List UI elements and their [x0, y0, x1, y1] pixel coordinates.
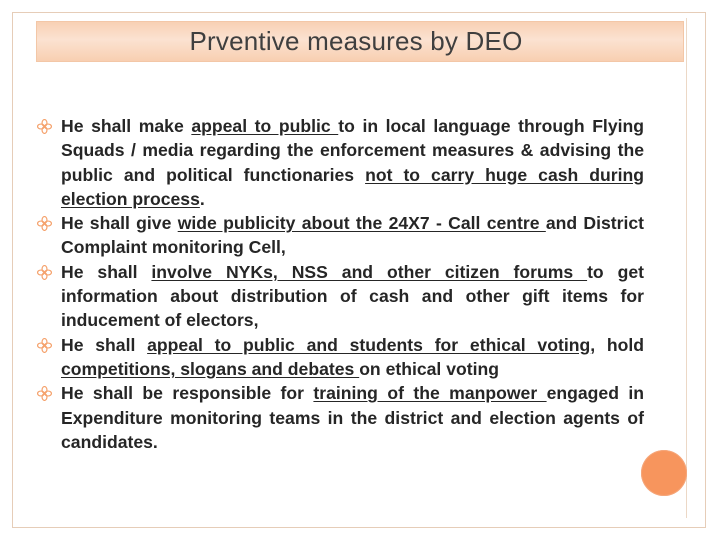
bullet-list: [30, 114, 644, 454]
bullet-item: [30, 381, 644, 454]
underlined-phrase: training of the manpower: [313, 383, 547, 404]
diamond-flower-bullet-icon: [37, 386, 52, 401]
orange-circle-decoration: [641, 450, 687, 496]
bullet-text: , hold: [590, 334, 644, 355]
bullet-text: to in local language through Flying Squads / media regarding the enforcement measures & advising the public and political functionaries: [61, 116, 644, 185]
bullet-text: He shall be responsible for: [61, 383, 314, 404]
bullet-text: .: [199, 188, 205, 209]
bullet-text: He shall give: [61, 213, 178, 234]
underlined-phrase: wide publicity about the 24X7 - Call centre: [177, 213, 546, 234]
diamond-flower-bullet-icon: [37, 265, 52, 280]
diamond-flower-bullet-icon: [37, 119, 52, 134]
bullet-item: [30, 114, 644, 211]
bullet-text: He shall: [61, 261, 152, 282]
underlined-phrase: appeal to public: [191, 116, 339, 136]
bullet-text: He shall: [61, 334, 148, 355]
bullet-text: to get information about distribution of cash and other gift items for inducement of electors,: [61, 261, 644, 331]
title-band: [36, 21, 684, 62]
bullet-text: on ethical voting: [359, 358, 499, 379]
bullet-item: [30, 260, 644, 333]
bullet-item: [30, 211, 644, 260]
underlined-phrase: involve NYKs, NSS and other citizen forums: [151, 261, 588, 282]
bullet-item: [30, 333, 644, 382]
underlined-phrase: competitions, slogans and debates: [61, 358, 360, 379]
bullet-text: engaged in Expenditure monitoring teams in the district and election agents of candidates.: [61, 383, 644, 452]
bullet-text: He shall make: [61, 116, 192, 136]
underlined-phrase: appeal to public and students for ethical voting: [147, 334, 591, 355]
bullet-text: and District Complaint monitoring Cell,: [61, 213, 645, 258]
diamond-flower-bullet-icon: [37, 338, 52, 353]
diamond-flower-bullet-icon: [37, 216, 52, 231]
slide-title: Prventive measures by DEO: [189, 26, 523, 56]
underlined-phrase: not to carry huge cash during election process: [61, 164, 644, 209]
slide-side-rule: [686, 18, 687, 518]
